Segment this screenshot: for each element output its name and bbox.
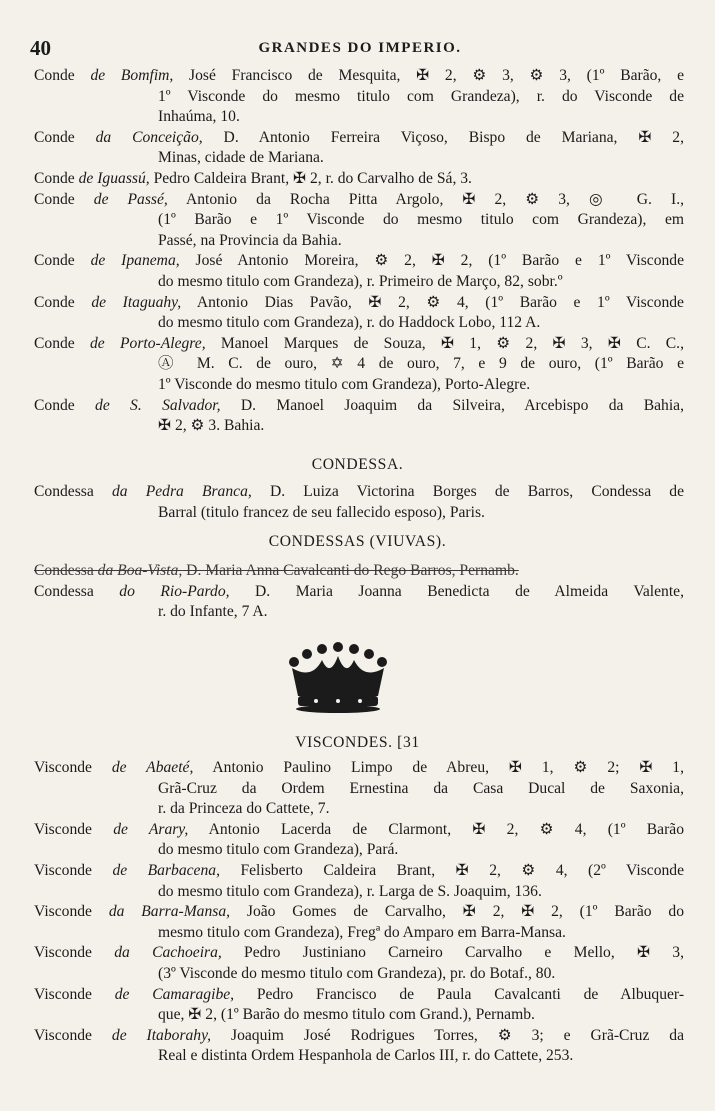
entry-continuation-line: r. da Princeza do Cattete, 7. [158,800,330,818]
entry-first-line [34,190,684,211]
entry-continuation-line: Real e distinta Ordem Hespanhola de Carlos III, r. do Cattete, 253. [158,1047,574,1065]
entry-text: Pedro Justiniano Carneiro Carvalho e Mello, ✠ 3, [221,944,684,962]
title-name: de Barbacena, [112,861,220,879]
conde-entry [34,190,684,252]
rank: Visconde [34,1026,112,1044]
conde-entry [34,169,684,190]
title-name: da Barra-Mansa, [108,903,231,921]
condessas-viuvas-heading: CONDESSAS (VIUVAS). [268,533,447,550]
title-name: de Bomfim, [90,67,174,84]
conde-entry [34,128,684,169]
entry-text: Joaquim José Rodrigues Torres, ⚙ 3; e Grã-Cruz da [211,1026,685,1044]
entry-text: Felisberto Caldeira Brant, ✠ 2, ⚙ 4, (2º Visconde [219,861,685,879]
entry-continuation-line: do mesmo titulo com Grandeza), r. do Haddock Lobo, 112 A. [158,314,541,332]
rank: Conde [34,252,91,270]
entry-text: José Antonio Moreira, ⚙ 2, ✠ 2, (1º Barão e 1º Visconde [179,252,684,270]
entry-text: José Francisco de Mesquita, ✠ 2, ⚙ 3, ⚙ 3, (1º Barão, e [173,67,684,84]
title-name: de Abaeté, [111,759,194,776]
visconde-entry [34,820,684,861]
visconde-entry [34,985,684,1026]
condessa-entry [34,482,684,523]
entry-continuation-line: mesmo titulo com Grandeza), Fregª do Amparo em Barra-Mansa. [158,923,566,941]
entry-text: Antonio da Rocha Pitta Argolo, ✠ 2, ⚙ 3, ◎ G. I., [167,190,684,208]
condessa-viuva-entry [34,561,684,582]
title-name: de Ipanema, [90,252,180,270]
rank: Visconde [34,944,115,962]
entry-text: Pedro Caldeira Brant, ✠ 2, r. do Carvalho de Sá, 3. [149,169,472,187]
rank: Condessa [34,483,112,500]
entry-text: João Gomes de Carvalho, ✠ 2, ✠ 2, (1º Barão do [230,903,685,921]
entry-text: D. Manoel Joaquim da Silveira, Arcebispo da Bahia, [220,396,684,414]
crown-ornament-icon [282,640,394,714]
condessa-list [34,482,684,523]
conde-entry [34,251,684,292]
entry-continuation-line: 1º Visconde do mesmo titulo com Grandeza), r. do Visconde de [158,87,684,105]
title-name: da Boa-Vista, [97,562,183,579]
entry-text: D. Maria Joanna Benedicta de Almeida Valente, [229,582,684,600]
entry-continuation-line: (3º Visconde do mesmo titulo com Grandeza), pr. do Botaf., 80. [158,964,556,982]
entry-continuation-line: Passé, na Provincia da Bahia. [158,231,342,249]
title-name: de Itaguahy, [91,293,182,311]
viscondes-heading: VISCONDES. [31 [295,734,420,751]
rank: Conde [34,67,91,84]
rank: Visconde [34,903,109,921]
condessas-viuvas-list [34,561,684,623]
entry-first-line [34,169,684,190]
title-name: de Passé, [93,190,168,208]
title-name: da Cachoeira, [114,944,222,962]
entry-continuation-line: ✠ 2, ⚙ 3. Bahia. [158,417,265,435]
visconde-entry [34,943,684,984]
title-name: de Porto-Alegre, [90,334,206,352]
rank: Visconde [34,985,115,1003]
visconde-entry [34,861,684,902]
conde-entry [34,334,684,396]
entry-continuation-line: r. do Infante, 7 A. [158,603,268,621]
rank: Condessa [34,562,98,579]
page-number: 40 [30,36,51,60]
entry-first-line [34,482,684,503]
viscondes-list [34,758,684,1067]
rank: Conde [34,169,79,187]
rank: Visconde [34,820,114,838]
rank: Condessa [34,582,120,600]
condessa-heading: CONDESSA. [311,456,404,473]
entry-first-line [34,66,684,87]
entry-text: D. Luiza Victorina Borges de Barros, Condessa de [251,483,684,500]
entry-continuation-line: Inhaúma, 10. [158,108,240,126]
page-header [30,36,690,60]
title-name: de Camaragibe, [114,985,235,1003]
rank: Conde [34,396,96,414]
rank: Conde [34,190,94,208]
entry-first-line [34,128,684,149]
visconde-entry [34,902,684,943]
entry-continuation-line: Minas, cidade de Mariana. [158,149,324,167]
entry-first-line [34,943,684,964]
title-name: do Rio-Pardo, [119,582,230,600]
entry-first-line [34,861,684,882]
conde-entry [34,293,684,334]
entry-text: Pedro Francisco de Paula Cavalcanti de Albuquer- [234,985,685,1003]
condessa-viuva-entry [34,582,684,623]
entry-continuation-line: (1º Barão e 1º Visconde do mesmo titulo com Grandeza), em [158,211,684,229]
entry-first-line [34,1026,684,1047]
rank: Visconde [34,861,113,879]
entry-continuation-line: Ⓐ M. C. de ouro, ✡ 4 de ouro, 7, e 9 de ouro, (1º Barão e [158,355,684,373]
entry-first-line [34,396,684,417]
entry-first-line [34,820,684,841]
running-title: GRANDES DO IMPERIO. [258,40,462,56]
entry-first-line [34,251,684,272]
visconde-entry [34,1026,684,1067]
entry-text: Antonio Dias Pavão, ✠ 2, ⚙ 4, (1º Barão e 1º Visconde [181,293,684,311]
rank: Conde [34,128,96,146]
title-name: da Conceição, [95,128,203,146]
visconde-entry [34,758,684,820]
rank: Visconde [34,759,112,776]
entry-first-line [34,582,684,603]
condes-list [34,66,684,437]
entry-continuation-line: do mesmo titulo com Grandeza), r. Larga de S. Joaquim, 136. [158,882,542,900]
entry-continuation-line: 1º Visconde do mesmo titulo com Grandeza), Porto-Alegre. [158,375,531,393]
entry-continuation-line: do mesmo titulo com Grandeza), Pará. [158,841,399,859]
entry-first-line [34,985,684,1006]
title-name: de Arary, [113,820,189,838]
entry-text: Antonio Paulino Limpo de Abreu, ✠ 1, ⚙ 2; ✠ 1, [193,759,685,776]
entry-text: D. Antonio Ferreira Viçoso, Bispo de Mariana, ✠ 2, [202,128,684,146]
entry-text: D. Maria Anna Cavalcanti do Rego Barros, Pernamb. [182,562,519,579]
title-name: da Pedra Branca, [111,483,252,500]
title-name: de Itaborahy, [111,1026,212,1044]
rank: Conde [34,334,90,352]
entry-text: Antonio Lacerda de Clarmont, ✠ 2, ⚙ 4, (1º Barão [188,820,685,838]
entry-continuation-line: do mesmo titulo com Grandeza), r. Primeiro de Março, 82, sobr.º [158,272,563,290]
entry-text: Manoel Marques de Souza, ✠ 1, ⚙ 2, ✠ 3, ✠ C. C., [205,334,684,352]
entry-first-line [34,334,684,355]
title-name: de S. Salvador, [95,396,221,414]
conde-entry [34,396,684,437]
entry-continuation-line: que, ✠ 2, (1º Barão do mesmo titulo com Grand.), Pernamb. [158,1006,535,1024]
rank: Conde [34,293,92,311]
entry-continuation-line: Grã-Cruz da Ordem Ernestina da Casa Ducal de Saxonia, [158,779,684,797]
entry-continuation-line: Barral (titulo francez de seu fallecido esposo), Paris. [158,503,485,521]
entry-first-line [34,561,684,582]
title-name: de Iguassú, [78,169,150,187]
entry-first-line [34,758,684,779]
entry-first-line [34,902,684,923]
entry-first-line [34,293,684,314]
conde-entry [34,66,684,128]
